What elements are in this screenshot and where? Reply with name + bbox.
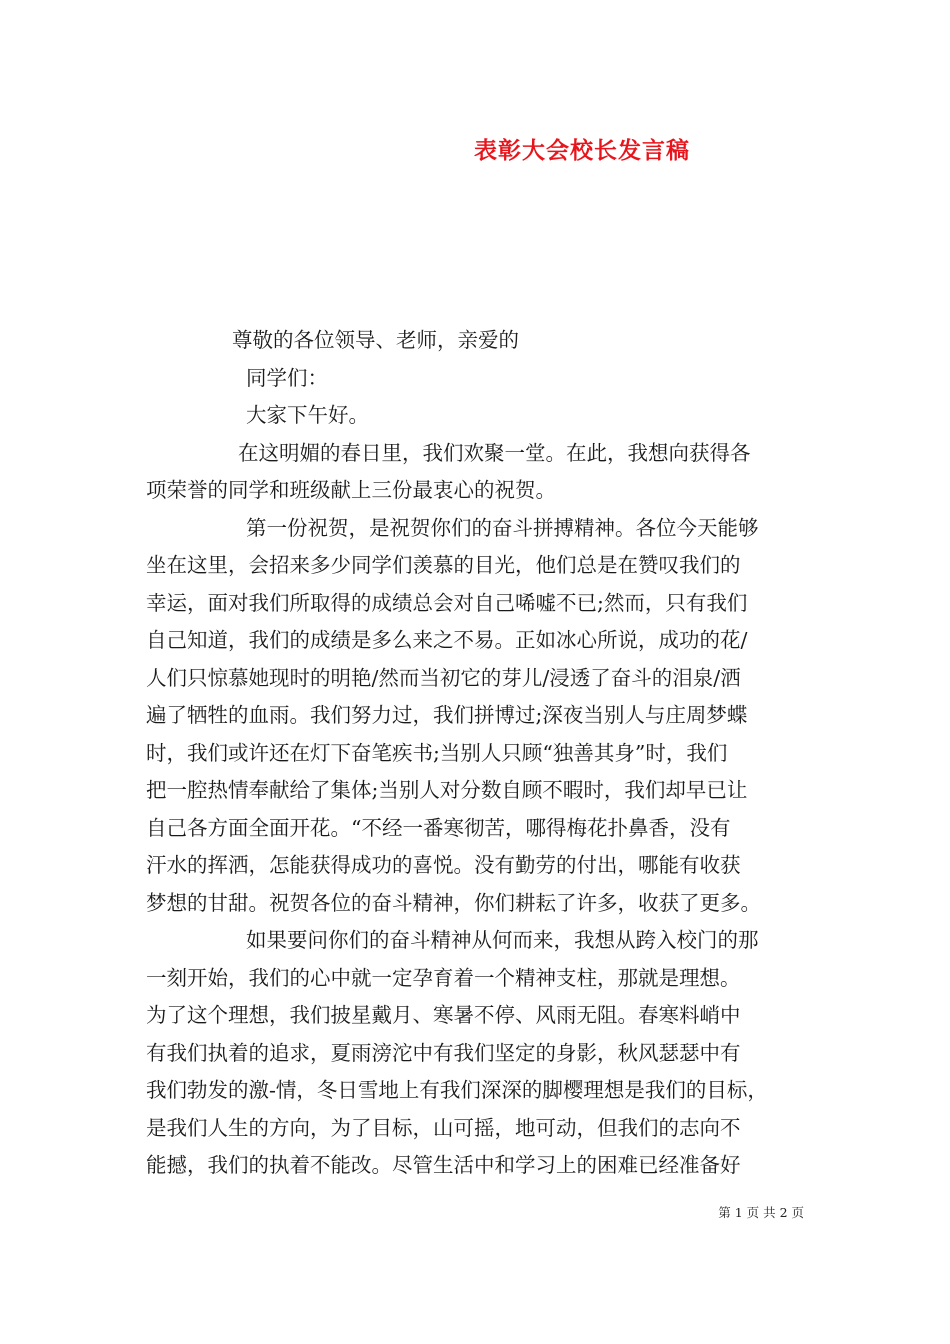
body-text-line: 同学们： (246, 365, 328, 390)
body-text-line: 我们勃发的激-情，冬日雪地上有我们深深的脚樱理想是我们的目标， (146, 1078, 768, 1102)
body-text-line: 为了这个理想，我们披星戴月、寒暑不停、风雨无阻。春寒料峭中 (146, 1003, 741, 1027)
body-text-line: 第一份祝贺，是祝贺你们的奋斗拼搏精神。各位今天能够 (246, 515, 759, 540)
body-text-line: 梦想的甘甜。祝贺各位的奋斗精神，你们耕耘了许多，收获了更多。 (146, 890, 761, 915)
body-text-line: 能撼，我们的执着不能改。尽管生活中和学习上的困难已经准备好 (146, 1153, 741, 1177)
body-text-line: 汗水的挥洒，怎能获得成功的喜悦。没有勤劳的付出，哪能有收获 (146, 853, 741, 877)
body-text-line: 尊敬的各位领导、老师，亲爱的 (232, 328, 519, 352)
body-text-line: 自己知道，我们的成绩是多么来之不易。正如冰心所说，成功的花/ (146, 628, 748, 652)
body-text-line: 一刻开始，我们的心中就一定孕育着一个精神支柱，那就是理想。 (146, 965, 741, 990)
body-text-line: 时，我们或许还在灯下奋笔疾书;当别人只顾“独善其身”时，我们 (146, 740, 728, 765)
body-text-line: 是我们人生的方向，为了目标，山可摇，地可动，但我们的志向不 (146, 1115, 741, 1140)
body-text-line: 自己各方面全面开花。“不经一番寒彻苦，哪得梅花扑鼻香，没有 (146, 815, 731, 840)
document-title: 表彰大会校长发言稿 (474, 137, 690, 164)
body-text-line: 把一腔热情奉献给了集体;当别人对分数自顾不暇时，我们却早已让 (146, 778, 748, 802)
body-text-line: 如果要问你们的奋斗精神从何而来，我想从跨入校门的那 (246, 928, 759, 952)
document-body (146, 322, 806, 1185)
body-text-line: 有我们执着的追求，夏雨滂沱中有我们坚定的身影，秋风瑟瑟中有 (146, 1040, 741, 1065)
body-text-line: 项荣誉的同学和班级献上三份最衷心的祝贺。 (146, 478, 556, 502)
body-text-line: 人们只惊慕她现时的明艳/然而当初它的芽儿/浸透了奋斗的泪泉/洒 (146, 665, 741, 690)
body-text-line: 遍了牺牲的血雨。我们努力过，我们拼博过;深夜当别人与庄周梦蝶 (146, 703, 748, 727)
body-text-line: 在这明媚的春日里，我们欢聚一堂。在此，我想向获得各 (238, 440, 751, 465)
body-text-line: 大家下午好。 (246, 403, 369, 427)
page-footer: 第 1 页 共 2 页 (718, 1205, 804, 1220)
body-text-line: 幸运，面对我们所取得的成绩总会对自己唏嘘不已;然而，只有我们 (146, 590, 748, 615)
body-text-line: 坐在这里，会招来多少同学们羡慕的目光，他们总是在赞叹我们的 (146, 553, 741, 577)
